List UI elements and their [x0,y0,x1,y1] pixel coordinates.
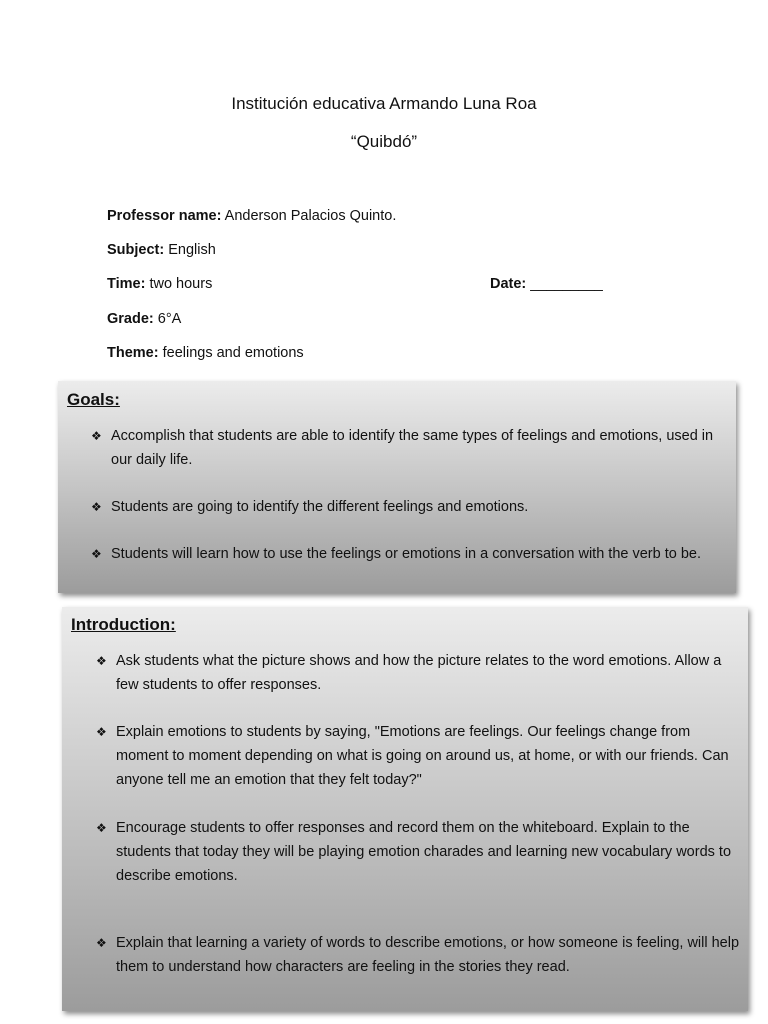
goal-item [91,495,731,519]
professor-value: Anderson Palacios Quinto. [221,208,397,224]
introduction-item-text: Ask students what the picture shows and how the picture relates to the word emotions. Allow a few students to offer responses. [116,653,722,693]
goal-item-text: Accomplish that students are able to identify the same types of feelings and emotions, used in our daily life. [111,428,714,468]
subject-row [107,240,216,260]
date-value: _________ [526,276,603,292]
introduction-item [96,649,744,697]
subject-label: Subject: [107,242,165,258]
professor-row [107,206,396,226]
grade-value: 6°A [153,311,182,327]
time-value: two hours [145,276,213,292]
introduction-item-text: Explain emotions to students by saying, "Emotions are feelings. Our feelings change from moment to moment depending on what is going on around us, at home, or with our friends. Can anyone tell me an emotion that they felt today?" [116,724,729,788]
goals-panel [58,381,736,593]
diamond-bullet-icon: ❖ [96,936,107,950]
school-city: “Quibdó” [350,132,418,151]
school-name: Institución educativa Armando Luna Roa [231,94,537,113]
goal-item-text: Students are going to identify the different feelings and emotions. [111,499,529,515]
time-label: Time: [107,276,146,292]
introduction-item-text: Encourage students to offer responses and record them on the whiteboard. Explain to the students that today they will be playing emotion charades and learning new vocabulary words to describe emotions. [116,820,732,884]
diamond-bullet-icon: ❖ [96,654,107,668]
theme-value: feelings and emotions [158,345,304,361]
diamond-bullet-icon: ❖ [91,500,102,514]
introduction-item-text: Explain that learning a variety of words to describe emotions, or how someone is feeling, will help them to understand how characters are feeling in the stories they read. [116,935,740,975]
grade-row [107,309,181,329]
goal-item-text: Students will learn how to use the feelings or emotions in a conversation with the verb to be. [111,546,701,562]
goals-heading: Goals: [67,390,120,409]
introduction-item [96,931,744,979]
subject-value: English [164,242,216,258]
diamond-bullet-icon: ❖ [91,429,102,443]
grade-label: Grade: [107,311,154,327]
goal-item [91,542,731,566]
introduction-panel [62,607,748,1011]
date-row [490,274,603,294]
diamond-bullet-icon: ❖ [96,725,107,739]
introduction-item [96,816,744,888]
introduction-heading: Introduction: [71,615,176,634]
goal-item [91,424,731,472]
theme-row [107,343,304,363]
diamond-bullet-icon: ❖ [96,821,107,835]
time-row [107,274,212,294]
introduction-item [96,720,744,792]
theme-label: Theme: [107,345,159,361]
date-label: Date: [490,276,527,292]
professor-label: Professor name: [107,208,222,224]
diamond-bullet-icon: ❖ [91,547,102,561]
